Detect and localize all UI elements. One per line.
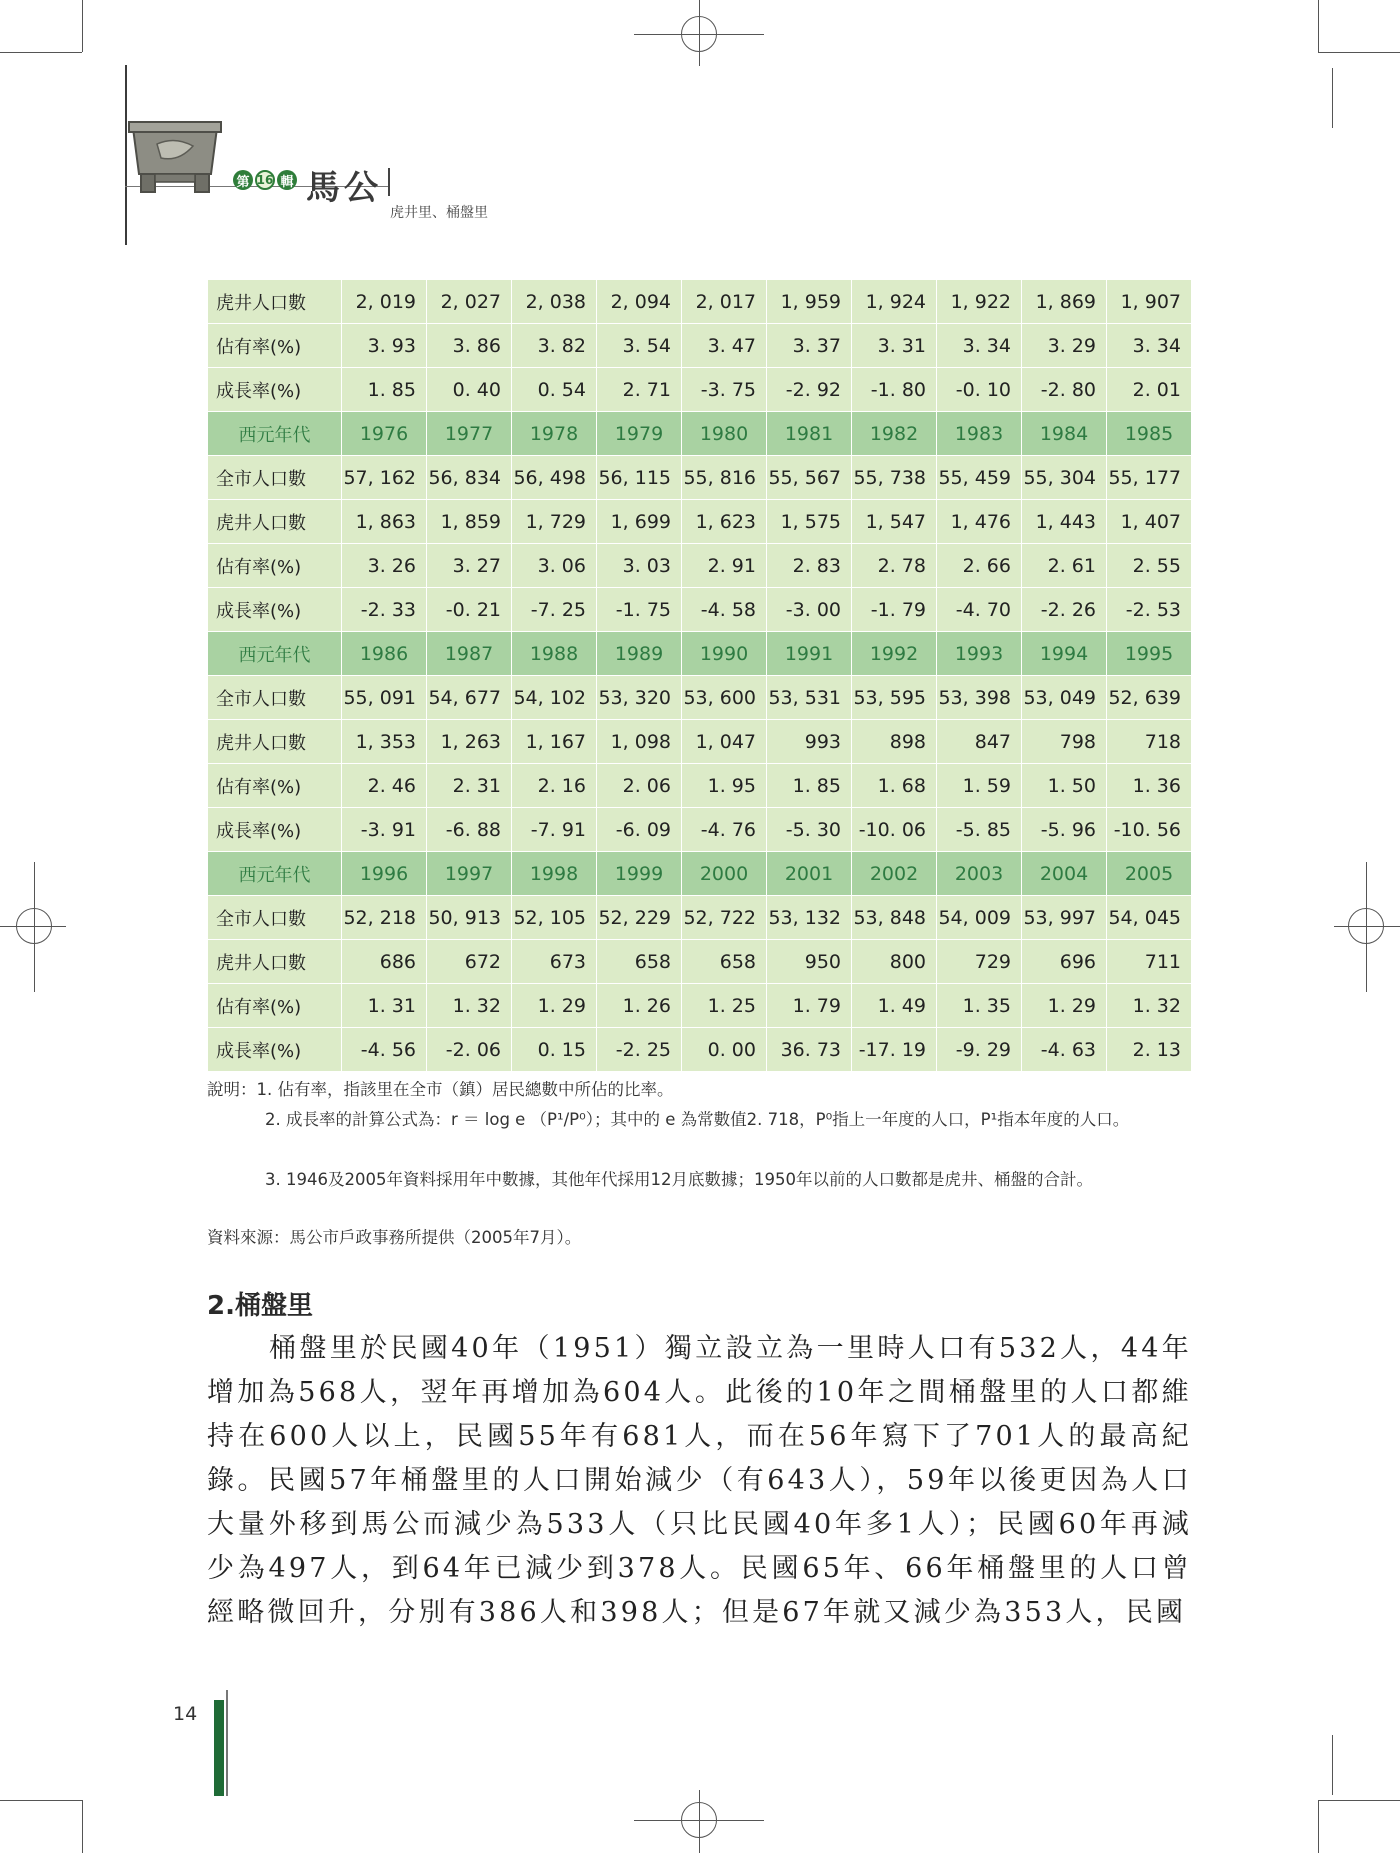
table-cell: 53, 848	[852, 896, 937, 940]
table-cell: 1. 29	[512, 984, 597, 1028]
table-cell: -9. 29	[937, 1028, 1022, 1072]
table-row	[208, 764, 1192, 808]
table-cell: 1, 922	[937, 280, 1022, 324]
year-cell: 1983	[937, 412, 1022, 456]
table-cell: 2. 06	[597, 764, 682, 808]
table-cell: 1. 59	[937, 764, 1022, 808]
table-cell: 55, 304	[1022, 456, 1107, 500]
table-cell: 1. 32	[427, 984, 512, 1028]
table-cell: -0. 10	[937, 368, 1022, 412]
table-cell: 1. 50	[1022, 764, 1107, 808]
table-cell: 54, 045	[1107, 896, 1192, 940]
series-suffix: 輯	[277, 170, 297, 190]
year-cell: 1988	[512, 632, 597, 676]
table-cell: -4. 63	[1022, 1028, 1107, 1072]
chapter-subtitle: 虎井里、桶盤里	[390, 205, 488, 221]
table-cell: 54, 009	[937, 896, 1022, 940]
table-cell: 3. 47	[682, 324, 767, 368]
year-cell: 1991	[767, 632, 852, 676]
table-cell: 711	[1107, 940, 1192, 984]
row-label: 西元年代	[208, 852, 342, 896]
table-cell: 1. 36	[1107, 764, 1192, 808]
year-cell: 2004	[1022, 852, 1107, 896]
table-cell: 1, 476	[937, 500, 1022, 544]
table-cell: 729	[937, 940, 1022, 984]
table-cell: 3. 03	[597, 544, 682, 588]
table-cell: -1. 75	[597, 588, 682, 632]
table-cell: -2. 26	[1022, 588, 1107, 632]
year-cell: 1999	[597, 852, 682, 896]
table-cell: -2. 80	[1022, 368, 1107, 412]
row-label: 佔有率(%)	[208, 324, 342, 368]
table-year-row	[208, 852, 1192, 896]
table-cell: 56, 115	[597, 456, 682, 500]
table-cell: 3. 82	[512, 324, 597, 368]
table-cell: 3. 29	[1022, 324, 1107, 368]
table-cell: 52, 639	[1107, 676, 1192, 720]
table-cell: 50, 913	[427, 896, 512, 940]
table-cell: 2. 16	[512, 764, 597, 808]
table-cell: 3. 86	[427, 324, 512, 368]
table-cell: 2, 027	[427, 280, 512, 324]
table-row	[208, 984, 1192, 1028]
table-cell: -10. 56	[1107, 808, 1192, 852]
table-cell: 1. 26	[597, 984, 682, 1028]
row-label: 虎井人口數	[208, 280, 342, 324]
table-cell: 52, 229	[597, 896, 682, 940]
year-cell: 2000	[682, 852, 767, 896]
table-cell: 2, 038	[512, 280, 597, 324]
table-row	[208, 808, 1192, 852]
row-label: 佔有率(%)	[208, 984, 342, 1028]
table-cell: 53, 600	[682, 676, 767, 720]
table-cell: 3. 54	[597, 324, 682, 368]
table-cell: 53, 320	[597, 676, 682, 720]
section-body: 桶盤里於民國40年（1951）獨立設立為一里時人口有532人，44年增加為568人，翌年再增加為604人。此後的10年之間桶盤里的人口都維持在600人以上，民國55年有681人，而在56年寫下了701人的最高紀錄。民國57年桶盤里的人口開始減少（有643人），59年以後更因為人口大量外移到馬公而減少為533人（只比民國40年多1人）；民國60年再減少為497人，到64年已減少到378人。民國65年、66年桶盤里的人口曾經略微回升，分別有386人和398人；但是67年就又減少為353人，民國	[207, 1333, 1192, 1628]
table-cell: 53, 531	[767, 676, 852, 720]
table-cell: 2, 017	[682, 280, 767, 324]
table-cell: 52, 105	[512, 896, 597, 940]
table-cell: 1, 859	[427, 500, 512, 544]
page-number: 14	[173, 1703, 198, 1725]
table-row	[208, 456, 1192, 500]
series-prefix: 第	[233, 170, 253, 190]
table-cell: -4. 56	[342, 1028, 427, 1072]
table-cell: -2. 92	[767, 368, 852, 412]
row-label: 佔有率(%)	[208, 544, 342, 588]
year-cell: 1981	[767, 412, 852, 456]
table-cell: 0. 15	[512, 1028, 597, 1072]
year-cell: 1985	[1107, 412, 1192, 456]
year-cell: 1987	[427, 632, 512, 676]
table-cell: 1. 85	[342, 368, 427, 412]
year-cell: 1982	[852, 412, 937, 456]
table-cell: 56, 834	[427, 456, 512, 500]
table-cell: 1. 68	[852, 764, 937, 808]
year-cell: 1977	[427, 412, 512, 456]
table-cell: 1, 167	[512, 720, 597, 764]
table-cell: 1, 959	[767, 280, 852, 324]
year-cell: 1992	[852, 632, 937, 676]
table-cell: 1. 49	[852, 984, 937, 1028]
table-cell: -7. 91	[512, 808, 597, 852]
table-cell: 53, 132	[767, 896, 852, 940]
table-cell: 1, 907	[1107, 280, 1192, 324]
table-cell: 1, 924	[852, 280, 937, 324]
table-row	[208, 324, 1192, 368]
table-cell: -6. 88	[427, 808, 512, 852]
row-label: 虎井人口數	[208, 720, 342, 764]
table-cell: 0. 00	[682, 1028, 767, 1072]
year-cell: 1986	[342, 632, 427, 676]
book-title: 馬公	[306, 168, 382, 208]
table-cell: 55, 091	[342, 676, 427, 720]
table-cell: 1. 79	[767, 984, 852, 1028]
row-label: 虎井人口數	[208, 940, 342, 984]
table-cell: -2. 53	[1107, 588, 1192, 632]
table-cell: 3. 26	[342, 544, 427, 588]
table-cell: -6. 09	[597, 808, 682, 852]
table-cell: 1. 31	[342, 984, 427, 1028]
table-cell: 55, 738	[852, 456, 937, 500]
table-cell: 1, 699	[597, 500, 682, 544]
series-number: 16	[255, 170, 275, 190]
table-year-row	[208, 632, 1192, 676]
table-cell: 53, 997	[1022, 896, 1107, 940]
row-label: 全市人口數	[208, 676, 342, 720]
row-label: 西元年代	[208, 412, 342, 456]
table-cell: 3. 31	[852, 324, 937, 368]
year-cell: 1989	[597, 632, 682, 676]
table-cell: 0. 40	[427, 368, 512, 412]
table-cell: 52, 722	[682, 896, 767, 940]
table-cell: 55, 459	[937, 456, 1022, 500]
table-cell: 2, 019	[342, 280, 427, 324]
table-cell: -2. 33	[342, 588, 427, 632]
table-cell: 3. 34	[1107, 324, 1192, 368]
table-row	[208, 588, 1192, 632]
table-cell: 54, 677	[427, 676, 512, 720]
table-cell: 1. 95	[682, 764, 767, 808]
note-3: 3. 1946及2005年資料採用年中數據，其他年代採用12月底數據；1950年以前的人口數都是虎井、桶盤的合計。	[265, 1170, 1093, 1189]
year-cell: 1979	[597, 412, 682, 456]
table-cell: 1, 869	[1022, 280, 1107, 324]
table-cell: 1, 098	[597, 720, 682, 764]
row-label: 西元年代	[208, 632, 342, 676]
table-cell: 1, 263	[427, 720, 512, 764]
table-cell: 54, 102	[512, 676, 597, 720]
table-year-row	[208, 412, 1192, 456]
table-cell: 686	[342, 940, 427, 984]
table-row	[208, 368, 1192, 412]
table-row	[208, 940, 1192, 984]
table-row	[208, 544, 1192, 588]
table-cell: 2. 66	[937, 544, 1022, 588]
row-label: 全市人口數	[208, 896, 342, 940]
year-cell: 1980	[682, 412, 767, 456]
note-2: 2. 成長率的計算公式為：r ＝ log e （P¹/P⁰）；其中的 e 為常數值2. 718，P⁰指上一年度的人口，P¹指本年度的人口。	[265, 1110, 1130, 1129]
page-header	[0, 0, 1400, 240]
year-cell: 1998	[512, 852, 597, 896]
table-cell: 53, 595	[852, 676, 937, 720]
table-cell: 2. 13	[1107, 1028, 1192, 1072]
table-cell: 847	[937, 720, 1022, 764]
table-cell: 2. 83	[767, 544, 852, 588]
table-cell: -4. 58	[682, 588, 767, 632]
table-cell: 658	[682, 940, 767, 984]
table-cell: 3. 34	[937, 324, 1022, 368]
table-cell: -5. 96	[1022, 808, 1107, 852]
header-rule-divider	[388, 168, 390, 196]
year-cell: 2005	[1107, 852, 1192, 896]
table-cell: 950	[767, 940, 852, 984]
table-cell: 1, 353	[342, 720, 427, 764]
year-cell: 1984	[1022, 412, 1107, 456]
table-cell: 718	[1107, 720, 1192, 764]
table-cell: 1. 32	[1107, 984, 1192, 1028]
table-cell: 1, 443	[1022, 500, 1107, 544]
table-cell: 658	[597, 940, 682, 984]
table-cell: 2. 55	[1107, 544, 1192, 588]
table-cell: 2. 61	[1022, 544, 1107, 588]
table-cell: -2. 25	[597, 1028, 682, 1072]
table-cell: 3. 27	[427, 544, 512, 588]
table-cell: -3. 00	[767, 588, 852, 632]
year-cell: 1993	[937, 632, 1022, 676]
population-table	[207, 279, 1192, 1072]
table-cell: -0. 21	[427, 588, 512, 632]
table-cell: 52, 218	[342, 896, 427, 940]
table-cell: 798	[1022, 720, 1107, 764]
table-row	[208, 896, 1192, 940]
table-cell: -17. 19	[852, 1028, 937, 1072]
table-cell: 55, 177	[1107, 456, 1192, 500]
table-row	[208, 676, 1192, 720]
table-cell: -10. 06	[852, 808, 937, 852]
row-label: 成長率(%)	[208, 588, 342, 632]
table-cell: 2, 094	[597, 280, 682, 324]
table-cell: 1. 35	[937, 984, 1022, 1028]
table-cell: 1, 547	[852, 500, 937, 544]
table-cell: 696	[1022, 940, 1107, 984]
year-cell: 2002	[852, 852, 937, 896]
table-cell: 2. 78	[852, 544, 937, 588]
table-cell: 55, 567	[767, 456, 852, 500]
row-label: 虎井人口數	[208, 500, 342, 544]
table-cell: 53, 049	[1022, 676, 1107, 720]
table-cell: 53, 398	[937, 676, 1022, 720]
row-label: 成長率(%)	[208, 368, 342, 412]
table-cell: -4. 76	[682, 808, 767, 852]
table-cell: 1, 047	[682, 720, 767, 764]
table-cell: -3. 75	[682, 368, 767, 412]
table-cell: 55, 816	[682, 456, 767, 500]
footer-rule	[226, 1690, 228, 1796]
row-label: 成長率(%)	[208, 1028, 342, 1072]
row-label: 成長率(%)	[208, 808, 342, 852]
table-cell: -5. 30	[767, 808, 852, 852]
table-cell: -7. 25	[512, 588, 597, 632]
table-cell: 898	[852, 720, 937, 764]
year-cell: 1976	[342, 412, 427, 456]
table-cell: -2. 06	[427, 1028, 512, 1072]
table-row	[208, 1028, 1192, 1072]
year-cell: 1990	[682, 632, 767, 676]
table-cell: 2. 91	[682, 544, 767, 588]
year-cell: 2003	[937, 852, 1022, 896]
table-cell: 800	[852, 940, 937, 984]
table-cell: 1. 29	[1022, 984, 1107, 1028]
year-cell: 1978	[512, 412, 597, 456]
table-row	[208, 720, 1192, 764]
table-cell: 1, 623	[682, 500, 767, 544]
table-cell: 1. 25	[682, 984, 767, 1028]
table-cell: 36. 73	[767, 1028, 852, 1072]
table-cell: -4. 70	[937, 588, 1022, 632]
table-cell: 57, 162	[342, 456, 427, 500]
table-cell: -1. 80	[852, 368, 937, 412]
year-cell: 1997	[427, 852, 512, 896]
table-cell: 3. 06	[512, 544, 597, 588]
table-cell: -3. 91	[342, 808, 427, 852]
year-cell: 1995	[1107, 632, 1192, 676]
table-cell: 672	[427, 940, 512, 984]
source-note: 資料來源：馬公市戶政事務所提供（2005年7月）。	[207, 1228, 582, 1247]
series-badge	[233, 170, 297, 190]
footer-green-bar	[214, 1700, 224, 1796]
year-cell: 2001	[767, 852, 852, 896]
table-row	[208, 500, 1192, 544]
table-cell: 1, 575	[767, 500, 852, 544]
table-cell: 1, 407	[1107, 500, 1192, 544]
table-cell: 2. 01	[1107, 368, 1192, 412]
year-cell: 1996	[342, 852, 427, 896]
table-cell: 1, 863	[342, 500, 427, 544]
table-cell: 1. 85	[767, 764, 852, 808]
table-cell: 3. 37	[767, 324, 852, 368]
table-cell: 2. 71	[597, 368, 682, 412]
table-row	[208, 280, 1192, 324]
table-cell: 1, 729	[512, 500, 597, 544]
table-cell: 2. 31	[427, 764, 512, 808]
table-cell: 0. 54	[512, 368, 597, 412]
table-cell: 56, 498	[512, 456, 597, 500]
year-cell: 1994	[1022, 632, 1107, 676]
table-cell: 993	[767, 720, 852, 764]
table-cell: 3. 93	[342, 324, 427, 368]
section-title: 2.桶盤里	[207, 1291, 313, 1321]
table-cell: -1. 79	[852, 588, 937, 632]
stone-basin-icon	[127, 118, 223, 196]
table-cell: 673	[512, 940, 597, 984]
note-1: 說明：1. 佔有率，指該里在全市（鎮）居民總數中所佔的比率。	[207, 1080, 674, 1099]
table-cell: 2. 46	[342, 764, 427, 808]
row-label: 佔有率(%)	[208, 764, 342, 808]
table-cell: -5. 85	[937, 808, 1022, 852]
row-label: 全市人口數	[208, 456, 342, 500]
